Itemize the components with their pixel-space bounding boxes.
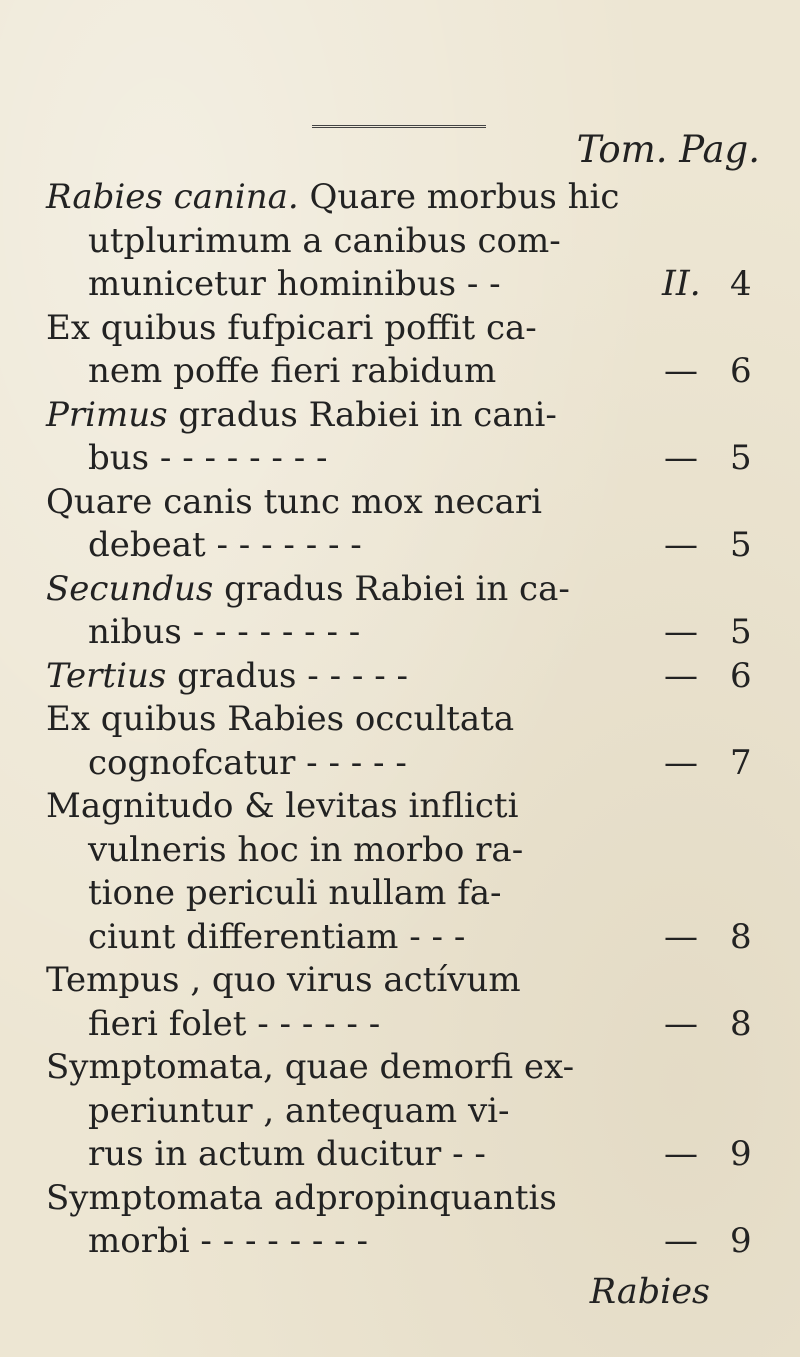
ditto-dash: — xyxy=(664,525,698,565)
entry-term: Primus xyxy=(46,394,168,435)
ditto-dash: — xyxy=(664,351,698,391)
entry-text xyxy=(46,959,521,1003)
page-number: 9 xyxy=(730,1221,752,1261)
ditto-dash: — xyxy=(664,1221,698,1261)
index-line xyxy=(0,1090,800,1134)
entry-body: Quare morbus hic xyxy=(298,177,620,217)
entry-text xyxy=(46,568,570,612)
index-line xyxy=(0,481,800,525)
index-line xyxy=(0,176,800,220)
entry-body: municetur hominibus - - xyxy=(88,264,501,304)
entry-body: rus in actum ducitur - - xyxy=(88,1134,486,1174)
entry-body: gradus Rabiei in ca- xyxy=(213,568,570,609)
entry-text xyxy=(88,1003,380,1047)
entry-body: Magnitudo & levitas inflicti xyxy=(46,786,519,826)
entry-body: fieri folet - - - - - - xyxy=(88,1003,381,1044)
entry-text xyxy=(46,394,557,438)
entry-body: Ex quibus Rabies occultata xyxy=(46,699,515,739)
index-entries xyxy=(0,176,800,1264)
entry-term: Tertius xyxy=(46,655,167,696)
page-number: 7 xyxy=(730,742,752,783)
ditto-dash: — xyxy=(664,1134,698,1174)
entry-body: cognofcatur - - - - - xyxy=(88,742,407,783)
entry-text xyxy=(46,698,514,742)
entry-body: vulneris hoc in morbo ra- xyxy=(88,829,524,870)
entry-text xyxy=(88,350,496,394)
index-line xyxy=(0,568,800,612)
entry-body: Symptomata adpropinquantis xyxy=(46,1177,557,1218)
index-line xyxy=(0,1003,800,1047)
entry-body: debeat - - - - - - - xyxy=(88,525,362,565)
entry-text xyxy=(88,829,523,873)
index-line xyxy=(0,959,800,1003)
index-line xyxy=(0,829,800,873)
entry-body: utplurimum a canibus com- xyxy=(88,220,561,261)
page-number: 6 xyxy=(730,351,752,391)
index-line xyxy=(0,1177,800,1221)
index-line xyxy=(0,698,800,742)
volume-number: II. xyxy=(662,264,701,304)
ditto-dash: — xyxy=(664,742,698,783)
page-number: 6 xyxy=(730,655,752,696)
page-number: 5 xyxy=(730,612,752,652)
entry-body: Symptomata, quae demorfi ex- xyxy=(46,1047,575,1087)
index-line xyxy=(0,655,800,699)
index-line xyxy=(0,263,800,307)
ditto-dash: — xyxy=(664,916,698,957)
entry-text xyxy=(46,1046,574,1090)
ditto-dash: — xyxy=(664,1003,698,1044)
entry-body: nem poffe fieri rabidum xyxy=(88,351,497,391)
entry-text xyxy=(88,220,561,264)
entry-text xyxy=(88,916,465,960)
entry-body: ciunt differentiam - - - xyxy=(88,916,466,957)
entry-body: periuntur , antequam vi- xyxy=(88,1090,510,1131)
page-number: 8 xyxy=(730,1003,752,1044)
entry-text xyxy=(46,655,408,699)
entry-body: Tempus , quo virus actívum xyxy=(46,960,521,1000)
entry-text xyxy=(88,1133,486,1177)
entry-text xyxy=(46,307,537,351)
index-line xyxy=(0,611,800,655)
index-line xyxy=(0,350,800,394)
entry-text xyxy=(88,437,327,481)
entry-body: nibus - - - - - - - - xyxy=(88,612,361,652)
entry-body: Quare canis tunc mox necari xyxy=(46,481,543,522)
entry-text xyxy=(46,176,619,220)
entry-text xyxy=(88,742,407,786)
page-number: 8 xyxy=(730,916,752,957)
entry-body: Ex quibus fufpicari poffit ca- xyxy=(46,307,537,348)
index-line xyxy=(0,1046,800,1090)
entry-body: tione periculi nullam fa- xyxy=(88,873,502,913)
page-number: 5 xyxy=(730,525,752,565)
entry-text xyxy=(88,611,360,655)
entry-text xyxy=(46,481,542,525)
ditto-dash: — xyxy=(664,438,698,478)
index-line xyxy=(0,785,800,829)
entry-text xyxy=(46,785,518,829)
entry-term: Rabies canina. xyxy=(46,177,299,217)
entry-text xyxy=(88,1090,510,1134)
entry-text xyxy=(46,1177,557,1221)
page-number: 4 xyxy=(730,264,752,304)
page-number: 9 xyxy=(730,1134,752,1174)
ditto-dash: — xyxy=(664,612,698,652)
entry-body: gradus Rabiei in cani- xyxy=(167,394,557,435)
page-number: 5 xyxy=(730,438,752,478)
entry-text xyxy=(88,1220,368,1264)
ditto-dash: — xyxy=(664,655,698,696)
index-line xyxy=(0,1133,800,1177)
index-line xyxy=(0,916,800,960)
entry-term: Secundus xyxy=(46,568,214,609)
entry-body: morbi - - - - - - - - xyxy=(88,1221,368,1261)
catchword: Rabies xyxy=(589,1272,710,1312)
entry-text xyxy=(88,263,501,307)
index-line xyxy=(0,742,800,786)
column-header: Tom. Pag. xyxy=(576,128,760,171)
index-line xyxy=(0,394,800,438)
index-line xyxy=(0,524,800,568)
index-line xyxy=(0,437,800,481)
index-line xyxy=(0,307,800,351)
entry-body: bus - - - - - - - - xyxy=(88,438,328,478)
index-line xyxy=(0,872,800,916)
index-line xyxy=(0,1220,800,1264)
entry-text xyxy=(88,872,502,916)
index-line xyxy=(0,220,800,264)
entry-body: gradus - - - - - xyxy=(166,655,408,696)
entry-text xyxy=(88,524,362,568)
